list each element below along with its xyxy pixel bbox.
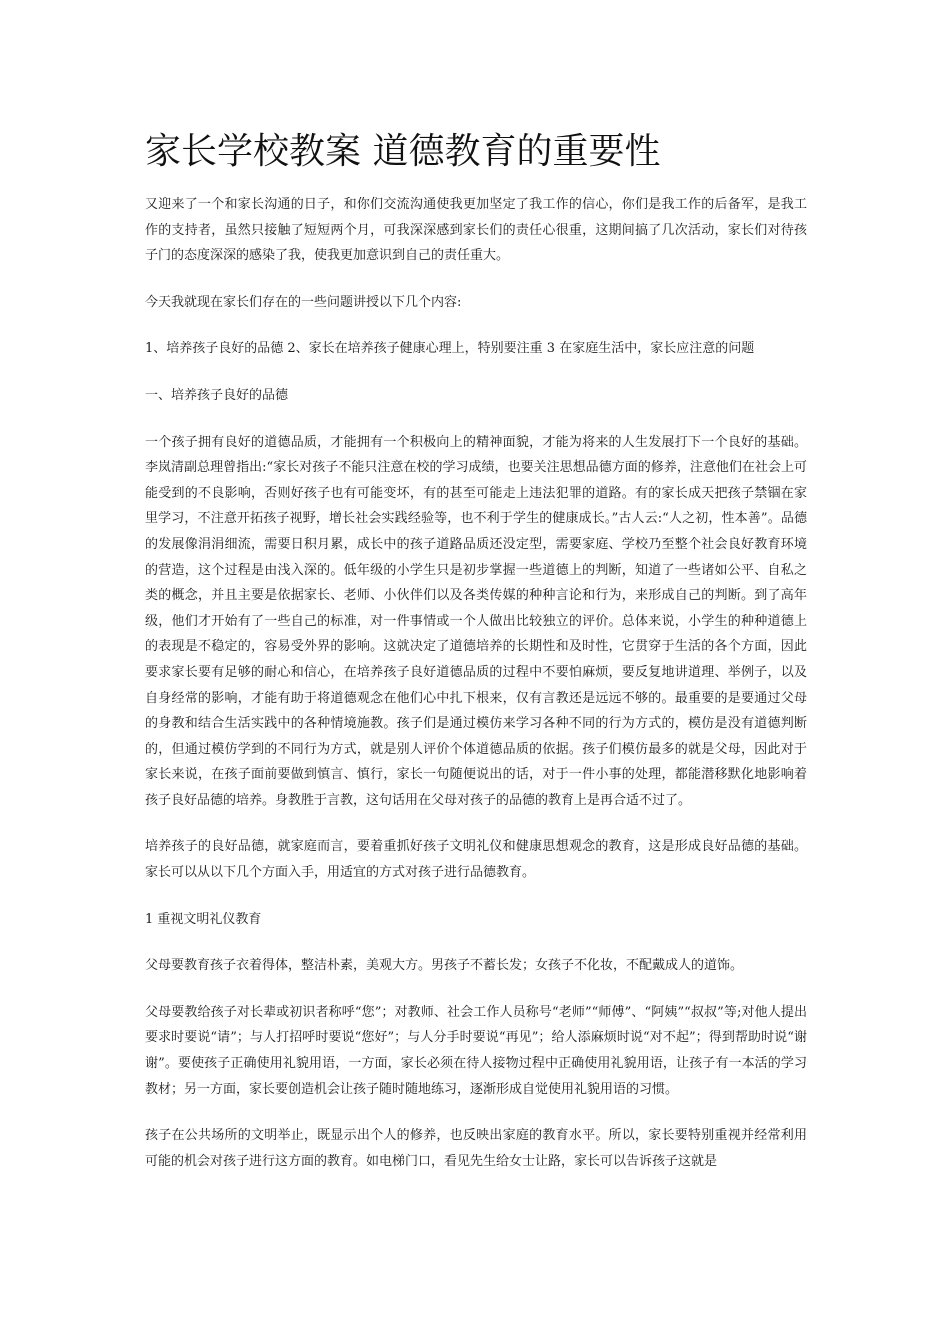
document-title: 家长学校教案 道德教育的重要性 xyxy=(145,131,661,172)
dress-paragraph: 父母要教育孩子衣着得体，整洁朴素，美观大方。男孩子不蓄长发；女孩子不化妆，不配戴成人的道饰。 xyxy=(145,958,744,974)
intro-paragraph: 又迎来了一个和家长沟通的日子，和你们交流沟通使我更加坚定了我工作的信心，你们是我工作的后备军，是我工作的支持者，虽然只接触了短短两个月，可我深深感到家长们的责任心很重，这期间搞了几次活动，家长们对待孩子门的态度深深的感染了我，使我更加意识到自己的责任重大。 xyxy=(145,197,807,264)
document-body xyxy=(145,192,807,1195)
family-focus-paragraph: 培养孩子的良好品德，就家庭而言，要着重抓好孩子文明礼仪和健康思想观念的教育，这是形成良好品德的基础。家长可以从以下几个方面入手，用适宜的方式对孩子进行品德教育。 xyxy=(145,839,807,881)
topics-list-paragraph: 1、培养孩子良好的品德 2、家长在培养孩子健康心理上，特别要注重 3 在家庭生活中，家长应注意的问题 xyxy=(145,341,755,357)
subsection-heading-1: 1 重视文明礼仪教育 xyxy=(145,911,262,927)
public-manners-paragraph: 孩子在公共场所的文明举止，既显示出个人的修养，也反映出家庭的教育水平。所以，家长要特别重视并经常利用可能的机会对孩子进行这方面的教育。如电梯门口，看见先生给女士让路，家长可以告诉孩子这就是 xyxy=(145,1128,807,1169)
moral-education-paragraph: 一个孩子拥有良好的道德品质，才能拥有一个积极向上的精神面貌，才能为将来的人生发展打下一个良好的基础。李岚清副总理曾指出:“家长对孩子不能只注意在校的学习成绩，也要关注思想品德方面的修养，注意他们在社会上可能受到的不良影响，否则好孩子也有可能变坏，有的甚至可能走上违法犯罪的道路。有的家长成天把孩子禁锢在家里学习，不注意开拓孩子视野，增长社会实践经验等，也不利于学生的健康成长。”古人云:“人之初，性本善”。品德的发展像涓涓细流，需要日积月累，成长中的孩子道路品质还没定型，需要家庭、学校乃至整个社会良好教育环境的营造，这个过程是由浅入深的。低年级的小学生只是初步掌握一些道德上的判断，知道了一些诸如公平、自私之类的概念，并且主要是依据家长、老师、小伙伴们以及各类传媒的种种言论和行为，来形成自己的判断。到了高年级，他们才开始有了一些自己的标准，对一件事情或一个人做出比较独立的评价。总体来说，小学生的种种道德上的表现是不稳定的，容易受外界的影响。这就决定了道德培养的长期性和及时性，它贯穿于生活的各个方面，因此要求家长要有足够的耐心和信心，在培养孩子良好道德品质的过程中不要怕麻烦，要反复地讲道理、举例子，以及自身经常的影响，才能有助于将道德观念在他们心中扎下根来，仅有言教还是远远不够的。最重要的是要通过父母的身教和结合生活实践中的各种情境施教。孩子们是通过模仿来学习各种不同的行为方式的，模仿是没有道德判断的，但通过模仿学到的不同行为方式，就是别人评价个体道德品质的依据。孩子们模仿最多的就是父母，因此对于家长来说，在孩子面前要做到慎言、慎行，家长一句随便说出的话，对于一件小事的处理，都能潜移默化地影响着孩子良好品德的培养。身教胜于言教，这句话用在父母对孩子的品德的教育上是再合适不过了。 xyxy=(145,434,807,808)
topics-intro-paragraph: 今天我就现在家长们存在的一些问题讲授以下几个内容: xyxy=(145,294,462,310)
section-heading-1: 一、培养孩子良好的品德 xyxy=(145,387,289,403)
courtesy-paragraph: 父母要教给孩子对长辈或初识者称呼“您”；对教师、社会工作人员称号“老师”“师傅”、“阿姨”“叔叔”等;对他人提出要求时要说“请”；与人打招呼时要说“您好”；与人分手时要说“再见”；给人添麻烦时说“对不起”；得到帮助时说“谢谢”。要使孩子正确使用礼貌用语，一方面，家长必须在待人接物过程中正确使用礼貌用语，让孩子有一本活的学习教材；另一方面，家长要创造机会让孩子随时随地练习，逐渐形成自觉使用礼貌用语的习惯。 xyxy=(145,1004,807,1097)
